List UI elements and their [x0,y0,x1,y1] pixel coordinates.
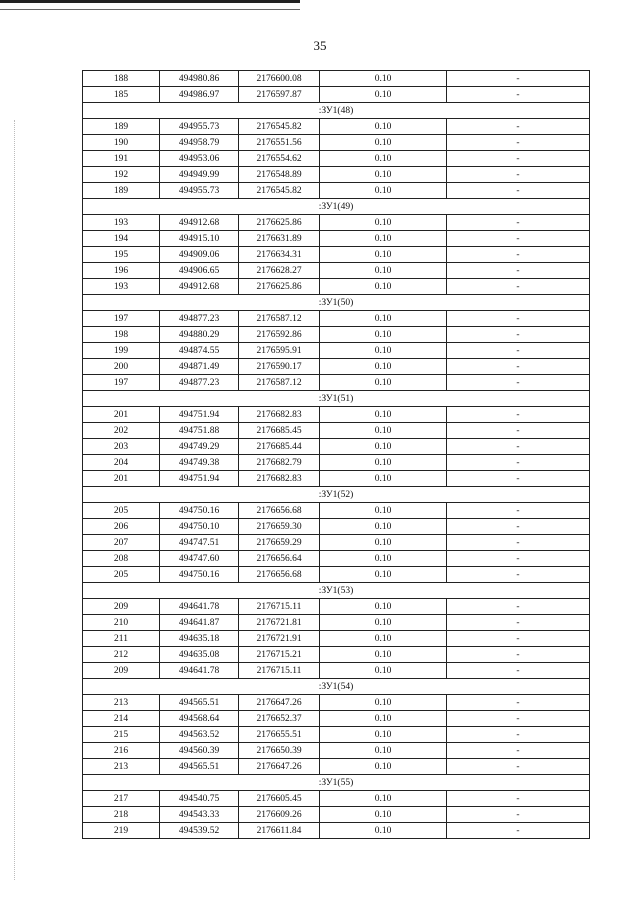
point-number-cell: 209 [83,663,160,679]
accuracy-cell: 0.10 [320,599,447,615]
description-cell: - [447,167,590,183]
accuracy-cell: 0.10 [320,343,447,359]
point-number-cell: 205 [83,503,160,519]
accuracy-cell: 0.10 [320,279,447,295]
x-coordinate-cell: 494955.73 [160,183,239,199]
accuracy-cell: 0.10 [320,215,447,231]
parcel-header: :ЗУ1(48) [83,103,590,119]
y-coordinate-cell: 2176595.91 [239,343,320,359]
parcel-header: :ЗУ1(50) [83,295,590,311]
description-cell: - [447,311,590,327]
table-row [83,327,590,343]
y-coordinate-cell: 2176656.68 [239,567,320,583]
point-number-cell: 206 [83,519,160,535]
description-cell: - [447,135,590,151]
description-cell: - [447,711,590,727]
table-row [83,183,590,199]
table-row [83,311,590,327]
table-row [83,215,590,231]
accuracy-cell: 0.10 [320,551,447,567]
accuracy-cell: 0.10 [320,631,447,647]
accuracy-cell: 0.10 [320,439,447,455]
y-coordinate-cell: 2176634.31 [239,247,320,263]
accuracy-cell: 0.10 [320,663,447,679]
y-coordinate-cell: 2176605.45 [239,791,320,807]
x-coordinate-cell: 494565.51 [160,695,239,711]
y-coordinate-cell: 2176721.81 [239,615,320,631]
table-row [83,455,590,471]
table-row [83,439,590,455]
y-coordinate-cell: 2176655.51 [239,727,320,743]
table-row [83,727,590,743]
description-cell: - [447,615,590,631]
table-row [83,119,590,135]
x-coordinate-cell: 494540.75 [160,791,239,807]
accuracy-cell: 0.10 [320,791,447,807]
parcel-header: :ЗУ1(55) [83,775,590,791]
parcel-header-row [83,487,590,503]
point-number-cell: 201 [83,407,160,423]
table-row [83,695,590,711]
table-row [83,87,590,103]
y-coordinate-cell: 2176545.82 [239,183,320,199]
description-cell: - [447,567,590,583]
table-row [83,359,590,375]
accuracy-cell: 0.10 [320,727,447,743]
description-cell: - [447,183,590,199]
point-number-cell: 215 [83,727,160,743]
accuracy-cell: 0.10 [320,647,447,663]
y-coordinate-cell: 2176682.83 [239,407,320,423]
y-coordinate-cell: 2176625.86 [239,279,320,295]
accuracy-cell: 0.10 [320,535,447,551]
table-row [83,599,590,615]
x-coordinate-cell: 494560.39 [160,743,239,759]
point-number-cell: 190 [83,135,160,151]
y-coordinate-cell: 2176685.45 [239,423,320,439]
table-row [83,231,590,247]
table-row [83,759,590,775]
accuracy-cell: 0.10 [320,263,447,279]
x-coordinate-cell: 494563.52 [160,727,239,743]
y-coordinate-cell: 2176551.56 [239,135,320,151]
description-cell: - [447,647,590,663]
accuracy-cell: 0.10 [320,359,447,375]
description-cell: - [447,263,590,279]
top-rule [0,0,300,10]
table-row [83,503,590,519]
y-coordinate-cell: 2176609.26 [239,807,320,823]
accuracy-cell: 0.10 [320,455,447,471]
table-row [83,151,590,167]
x-coordinate-cell: 494747.51 [160,535,239,551]
y-coordinate-cell: 2176656.68 [239,503,320,519]
y-coordinate-cell: 2176715.11 [239,663,320,679]
table-row [83,279,590,295]
table-row [83,471,590,487]
table-row [83,263,590,279]
accuracy-cell: 0.10 [320,743,447,759]
accuracy-cell: 0.10 [320,87,447,103]
point-number-cell: 192 [83,167,160,183]
point-number-cell: 189 [83,183,160,199]
accuracy-cell: 0.10 [320,695,447,711]
y-coordinate-cell: 2176587.12 [239,375,320,391]
x-coordinate-cell: 494751.94 [160,407,239,423]
table-row [83,647,590,663]
parcel-header-row [83,199,590,215]
description-cell: - [447,87,590,103]
parcel-header: :ЗУ1(53) [83,583,590,599]
y-coordinate-cell: 2176625.86 [239,215,320,231]
point-number-cell: 213 [83,695,160,711]
y-coordinate-cell: 2176587.12 [239,311,320,327]
parcel-header: :ЗУ1(49) [83,199,590,215]
accuracy-cell: 0.10 [320,183,447,199]
y-coordinate-cell: 2176715.21 [239,647,320,663]
y-coordinate-cell: 2176600.08 [239,71,320,87]
point-number-cell: 216 [83,743,160,759]
accuracy-cell: 0.10 [320,231,447,247]
description-cell: - [447,215,590,231]
parcel-header: :ЗУ1(54) [83,679,590,695]
y-coordinate-cell: 2176548.89 [239,167,320,183]
description-cell: - [447,743,590,759]
x-coordinate-cell: 494750.16 [160,503,239,519]
table-row [83,823,590,839]
description-cell: - [447,231,590,247]
x-coordinate-cell: 494880.29 [160,327,239,343]
description-cell: - [447,807,590,823]
x-coordinate-cell: 494877.23 [160,375,239,391]
description-cell: - [447,375,590,391]
point-number-cell: 201 [83,471,160,487]
table-row [83,71,590,87]
x-coordinate-cell: 494641.78 [160,663,239,679]
table-row [83,535,590,551]
point-number-cell: 219 [83,823,160,839]
x-coordinate-cell: 494750.16 [160,567,239,583]
x-coordinate-cell: 494543.33 [160,807,239,823]
y-coordinate-cell: 2176682.83 [239,471,320,487]
point-number-cell: 197 [83,375,160,391]
parcel-header-row [83,103,590,119]
point-number-cell: 205 [83,567,160,583]
x-coordinate-cell: 494539.52 [160,823,239,839]
description-cell: - [447,759,590,775]
point-number-cell: 211 [83,631,160,647]
point-number-cell: 193 [83,215,160,231]
parcel-header-row [83,775,590,791]
margin-dots [14,120,17,880]
description-cell: - [447,695,590,711]
y-coordinate-cell: 2176597.87 [239,87,320,103]
description-cell: - [447,631,590,647]
y-coordinate-cell: 2176631.89 [239,231,320,247]
y-coordinate-cell: 2176647.26 [239,759,320,775]
point-number-cell: 204 [83,455,160,471]
y-coordinate-cell: 2176659.30 [239,519,320,535]
table-row [83,567,590,583]
point-number-cell: 209 [83,599,160,615]
accuracy-cell: 0.10 [320,823,447,839]
x-coordinate-cell: 494915.10 [160,231,239,247]
point-number-cell: 207 [83,535,160,551]
description-cell: - [447,599,590,615]
table-row [83,551,590,567]
accuracy-cell: 0.10 [320,327,447,343]
point-number-cell: 194 [83,231,160,247]
table-row [83,343,590,359]
description-cell: - [447,439,590,455]
description-cell: - [447,551,590,567]
table-row [83,615,590,631]
table-row [83,135,590,151]
point-number-cell: 191 [83,151,160,167]
x-coordinate-cell: 494641.87 [160,615,239,631]
accuracy-cell: 0.10 [320,135,447,151]
point-number-cell: 214 [83,711,160,727]
y-coordinate-cell: 2176656.64 [239,551,320,567]
point-number-cell: 189 [83,119,160,135]
accuracy-cell: 0.10 [320,471,447,487]
table-row [83,423,590,439]
point-number-cell: 208 [83,551,160,567]
description-cell: - [447,247,590,263]
x-coordinate-cell: 494874.55 [160,343,239,359]
table-row [83,407,590,423]
table-row [83,519,590,535]
x-coordinate-cell: 494568.64 [160,711,239,727]
point-number-cell: 200 [83,359,160,375]
description-cell: - [447,791,590,807]
x-coordinate-cell: 494749.38 [160,455,239,471]
point-number-cell: 196 [83,263,160,279]
point-number-cell: 202 [83,423,160,439]
x-coordinate-cell: 494877.23 [160,311,239,327]
description-cell: - [447,455,590,471]
parcel-header-row [83,391,590,407]
y-coordinate-cell: 2176554.62 [239,151,320,167]
accuracy-cell: 0.10 [320,759,447,775]
point-number-cell: 195 [83,247,160,263]
x-coordinate-cell: 494909.06 [160,247,239,263]
accuracy-cell: 0.10 [320,311,447,327]
x-coordinate-cell: 494980.86 [160,71,239,87]
parcel-header: :ЗУ1(51) [83,391,590,407]
description-cell: - [447,327,590,343]
x-coordinate-cell: 494750.10 [160,519,239,535]
description-cell: - [447,407,590,423]
parcel-header-row [83,679,590,695]
point-number-cell: 188 [83,71,160,87]
accuracy-cell: 0.10 [320,151,447,167]
y-coordinate-cell: 2176715.11 [239,599,320,615]
y-coordinate-cell: 2176628.27 [239,263,320,279]
y-coordinate-cell: 2176647.26 [239,695,320,711]
accuracy-cell: 0.10 [320,519,447,535]
x-coordinate-cell: 494949.99 [160,167,239,183]
parcel-header: :ЗУ1(52) [83,487,590,503]
point-number-cell: 185 [83,87,160,103]
description-cell: - [447,503,590,519]
description-cell: - [447,471,590,487]
description-cell: - [447,151,590,167]
description-cell: - [447,727,590,743]
y-coordinate-cell: 2176652.37 [239,711,320,727]
x-coordinate-cell: 494906.65 [160,263,239,279]
y-coordinate-cell: 2176721.91 [239,631,320,647]
point-number-cell: 217 [83,791,160,807]
x-coordinate-cell: 494986.97 [160,87,239,103]
description-cell: - [447,279,590,295]
y-coordinate-cell: 2176590.17 [239,359,320,375]
x-coordinate-cell: 494871.49 [160,359,239,375]
point-number-cell: 198 [83,327,160,343]
accuracy-cell: 0.10 [320,247,447,263]
table-row [83,791,590,807]
x-coordinate-cell: 494751.94 [160,471,239,487]
description-cell: - [447,359,590,375]
accuracy-cell: 0.10 [320,119,447,135]
x-coordinate-cell: 494635.08 [160,647,239,663]
accuracy-cell: 0.10 [320,407,447,423]
description-cell: - [447,823,590,839]
accuracy-cell: 0.10 [320,423,447,439]
point-number-cell: 199 [83,343,160,359]
accuracy-cell: 0.10 [320,711,447,727]
x-coordinate-cell: 494747.60 [160,551,239,567]
y-coordinate-cell: 2176592.86 [239,327,320,343]
x-coordinate-cell: 494955.73 [160,119,239,135]
table-row [83,375,590,391]
point-number-cell: 193 [83,279,160,295]
y-coordinate-cell: 2176659.29 [239,535,320,551]
accuracy-cell: 0.10 [320,567,447,583]
description-cell: - [447,519,590,535]
table-row [83,807,590,823]
point-number-cell: 210 [83,615,160,631]
point-number-cell: 212 [83,647,160,663]
x-coordinate-cell: 494749.29 [160,439,239,455]
table-row [83,631,590,647]
description-cell: - [447,535,590,551]
x-coordinate-cell: 494565.51 [160,759,239,775]
accuracy-cell: 0.10 [320,167,447,183]
table-row [83,247,590,263]
table-row [83,711,590,727]
y-coordinate-cell: 2176545.82 [239,119,320,135]
x-coordinate-cell: 494641.78 [160,599,239,615]
description-cell: - [447,343,590,359]
x-coordinate-cell: 494635.18 [160,631,239,647]
accuracy-cell: 0.10 [320,615,447,631]
description-cell: - [447,119,590,135]
page-number: 35 [313,38,327,53]
coordinates-table-body [83,71,590,839]
x-coordinate-cell: 494751.88 [160,423,239,439]
y-coordinate-cell: 2176650.39 [239,743,320,759]
description-cell: - [447,423,590,439]
y-coordinate-cell: 2176685.44 [239,439,320,455]
x-coordinate-cell: 494912.68 [160,215,239,231]
accuracy-cell: 0.10 [320,503,447,519]
accuracy-cell: 0.10 [320,807,447,823]
point-number-cell: 197 [83,311,160,327]
accuracy-cell: 0.10 [320,71,447,87]
table-row [83,167,590,183]
parcel-header-row [83,583,590,599]
point-number-cell: 213 [83,759,160,775]
point-number-cell: 218 [83,807,160,823]
x-coordinate-cell: 494958.79 [160,135,239,151]
parcel-header-row [83,295,590,311]
table-row [83,663,590,679]
point-number-cell: 203 [83,439,160,455]
description-cell: - [447,663,590,679]
table-row [83,743,590,759]
x-coordinate-cell: 494953.06 [160,151,239,167]
description-cell: - [447,71,590,87]
y-coordinate-cell: 2176682.79 [239,455,320,471]
coordinates-table [82,70,590,839]
x-coordinate-cell: 494912.68 [160,279,239,295]
accuracy-cell: 0.10 [320,375,447,391]
y-coordinate-cell: 2176611.84 [239,823,320,839]
